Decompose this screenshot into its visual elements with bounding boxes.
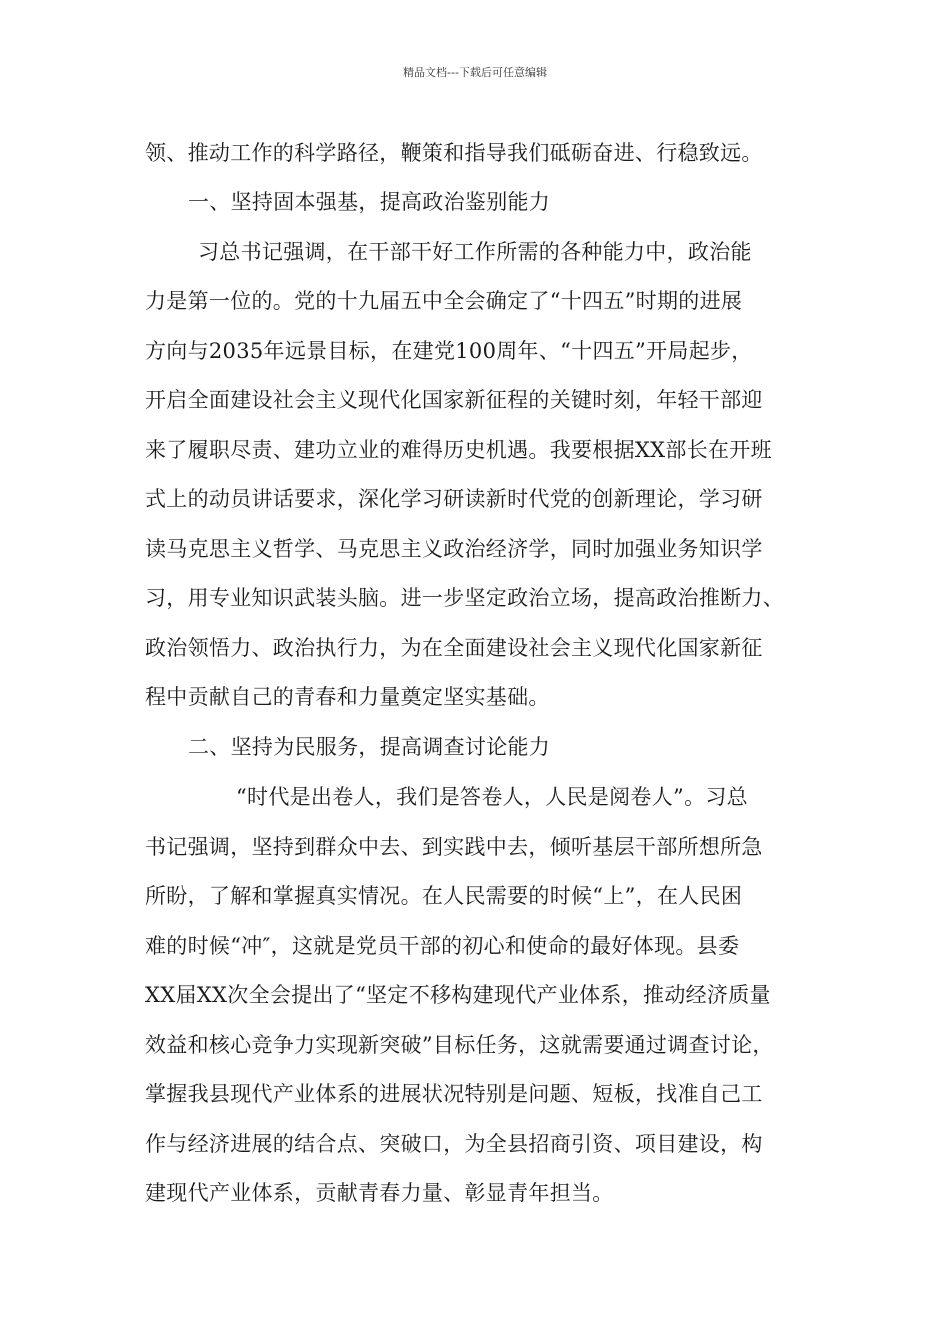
text-line: 难的时候“冲″，这就是党员干部的初心和使命的最好体现。县委 xyxy=(145,934,740,958)
section-heading: 二、坚持为民服务，提高调查讨论能力 xyxy=(188,735,551,759)
text-line: 掌握我县现代产业体系的进展状况特别是问题、短板，找准自己工 xyxy=(145,1082,763,1106)
text-line: 习总书记强调，在干部干好工作所需的各种能力中，政治能 xyxy=(198,240,752,264)
page-header: 精品文档---下载后可任意编辑 xyxy=(403,66,547,79)
text-line: 式上的动员讲话要求，深化学习研读新时代党的创新理论，学习研 xyxy=(145,487,763,511)
text-line: 书记强调，坚持到群众中去、到实践中去，倾听基层干部所想所急 xyxy=(145,835,763,859)
text-line: “时代是出卷人，我们是答卷人，人民是阅卷人”。习总 xyxy=(236,785,748,809)
text-line: 程中贡献自己的青春和力量奠定坚实基础。 xyxy=(145,685,550,709)
text-line: 所盼，了解和掌握真实情况。在人民需要的时候“上”，在人民困 xyxy=(145,884,743,908)
text-line: 领、推动工作的科学路径，鞭策和指导我们砥砺奋进、行稳致远。 xyxy=(145,141,763,165)
text-line: XX届XX次全会提出了“坚定不移构建现代产业体系，推动经济质量 xyxy=(145,983,771,1007)
text-line: 习，用专业知识武装头脑。进一步坚定政治立场，提高政治推断力、 xyxy=(145,586,784,610)
text-line: 来了履职尽责、建功立业的难得历史机遇。我要根据XX部长在开班 xyxy=(145,438,772,462)
section-heading: 一、坚持固本强基，提高政治鉴别能力 xyxy=(188,190,551,214)
text-line: 开启全面建设社会主义现代化国家新征程的关键时刻，年轻干部迎 xyxy=(145,388,763,412)
text-line: 力是第一位的。党的十九届五中全会确定了“十四五”时期的进展 xyxy=(145,289,743,313)
text-line: 方向与2035年远景目标，在建党100周年、“十四五”开局起步， xyxy=(145,339,753,363)
text-line: 效益和核心竞争力实现新突破”目标任务，这就需要通过调查讨论， xyxy=(145,1033,774,1057)
text-line: 作与经济进展的结合点、突破口，为全县招商引资、项目建设，构 xyxy=(145,1132,763,1156)
text-line: 建现代产业体系，贡献青春力量、彰显青年担当。 xyxy=(145,1181,614,1205)
text-line: 政治领悟力、政治执行力，为在全面建设社会主义现代化国家新征 xyxy=(145,636,763,660)
text-line: 读马克思主义哲学、马克思主义政治经济学，同时加强业务知识学 xyxy=(145,537,763,561)
